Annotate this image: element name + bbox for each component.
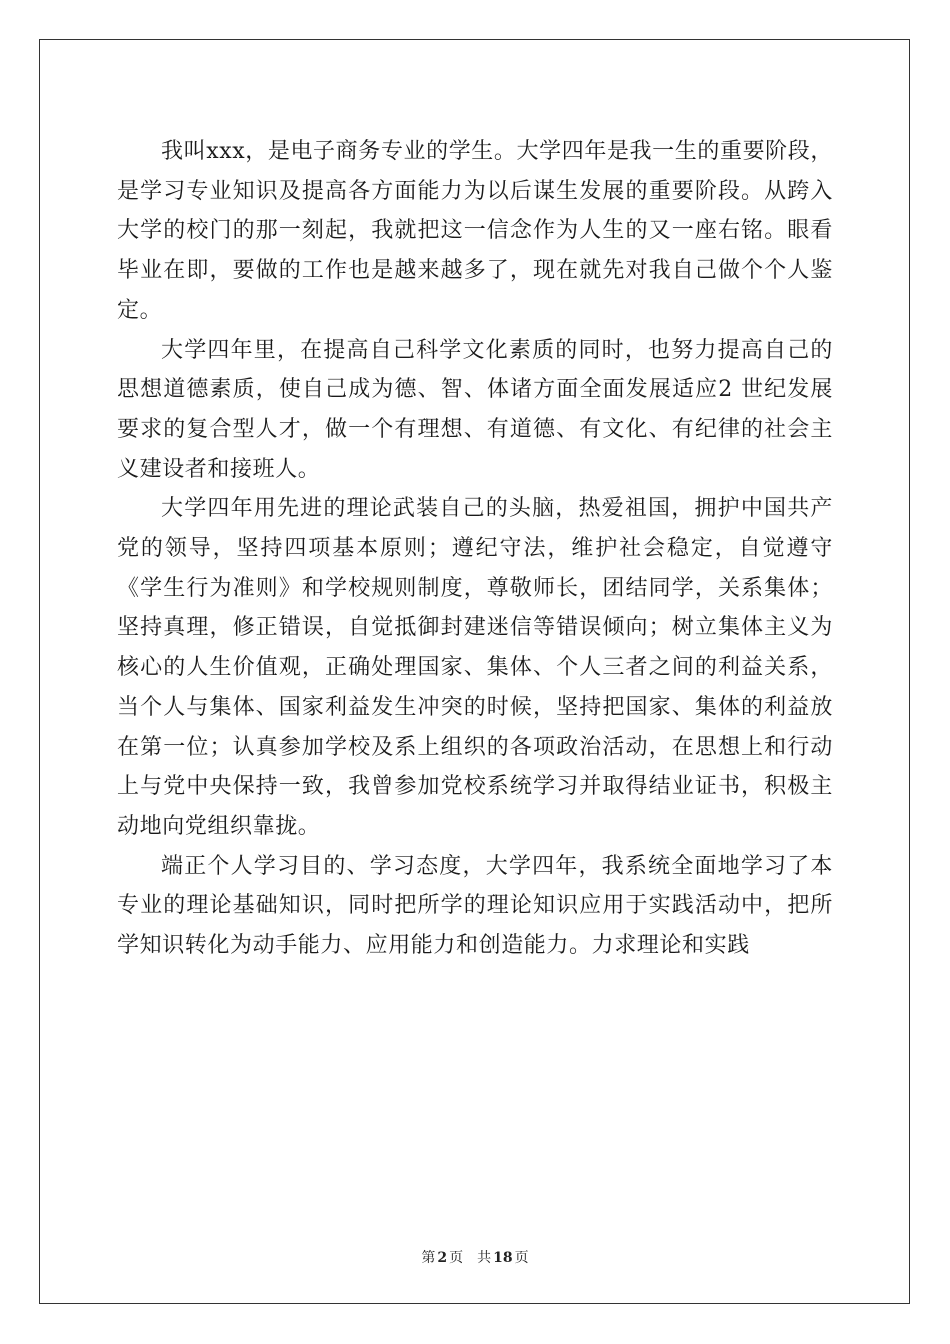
paragraph-moral-quality: 大学四年里，在提高自己科学文化素质的同时，也努力提高自己的思想道德素质，使自己成为德、智、体诸方面全面发展适应2 世纪发展要求的复合型人才，做一个有理想、有道德、有文化、有纪律的社会主义建设者和接班人。 (117, 337, 833, 482)
document-body (117, 132, 833, 966)
paragraph-political-thought: 大学四年用先进的理论武装自己的头脑，热爱祖国，拥护中国共产党的领导，坚持四项基本原则；遵纪守法，维护社会稳定，自觉遵守《学生行为准则》和学校规则制度，尊敬师长，团结同学，关系集体；坚持真理，修正错误，自觉抵御封建迷信等错误倾向；树立集体主义为核心的人生价值观，正确处理国家、集体、个人三者之间的利益关系，当个人与集体、国家利益发生冲突的时候，坚持把国家、集体的利益放在第一位；认真参加学校及系上组织的各项政治活动，在思想上和行动上与党中央保持一致，我曾参加党校系统学习并取得结业证书，积极主动地向党组织靠拢。 (117, 496, 833, 839)
total-label-suffix: 页 (514, 1250, 529, 1266)
total-page-count: 18 (493, 1250, 513, 1266)
paragraph-intro: 我叫xxx，是电子商务专业的学生。大学四年是我一生的重要阶段，是学习专业知识及提高各方面能力为以后谋生发展的重要阶段。从跨入大学的校门的那一刻起，我就把这一信念作为人生的又一座右铭。眼看毕业在即，要做的工作也是越来越多了，现在就先对我自己做个个人鉴定。 (117, 139, 833, 323)
paragraph-study-attitude: 端正个人学习目的、学习态度，大学四年，我系统全面地学习了本专业的理论基础知识，同时把所学的理论知识应用于实践活动中，把所学知识转化为动手能力、应用能力和创造能力。力求理论和实践 (117, 853, 833, 959)
page-label-prefix: 第 (421, 1250, 436, 1266)
current-page-number: 2 (437, 1250, 448, 1266)
page-label-suffix: 页 (449, 1250, 464, 1266)
total-label-prefix: 共 (477, 1250, 492, 1266)
page-footer (0, 1247, 950, 1267)
